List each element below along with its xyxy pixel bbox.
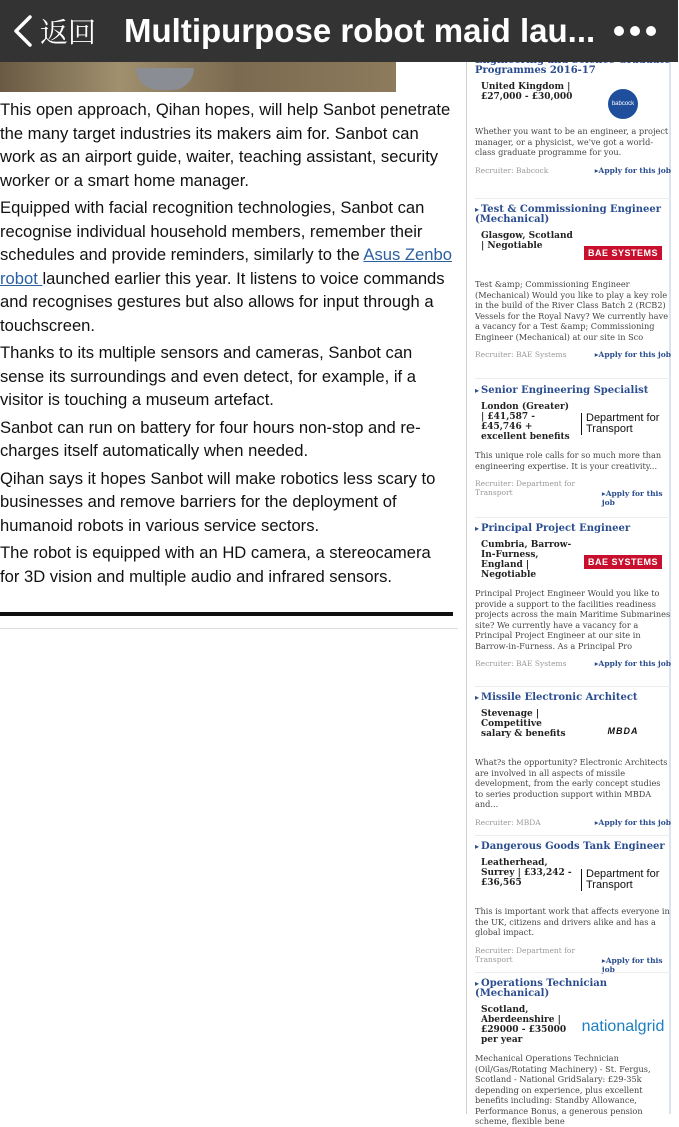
job-location-salary: United Kingdom | £27,000 - £30,000 — [481, 82, 573, 102]
job-title-link[interactable]: ▸ Operations Technician (Mechanical) — [475, 978, 608, 999]
job-listing — [475, 841, 671, 974]
job-location-salary: Leatherhead, Surrey | £33,242 - £36,565 — [481, 858, 572, 888]
article-paragraph: Equipped with facial recognition technologies, Sanbot can recognise individual household members, remember their schedules and provide reminders, similarly to the Asus Zenbo robot launched earlier this year. It listens to voice commands and recognises gestures but also allows for input through a touchscreen. — [0, 198, 452, 335]
article-image — [0, 62, 396, 92]
job-listing — [475, 385, 671, 507]
chevron-left-icon — [12, 14, 34, 48]
jobs-sidebar — [466, 62, 679, 1126]
article-paragraph: This open approach, Qihan hopes, will help Sanbot penetrate the many target industries its makers aim for. Sanbot can work as an airport guide, waiter, teaching assistant, security worker or a smart home manager. — [0, 100, 451, 190]
navigation-bar — [0, 0, 678, 62]
apply-link[interactable]: ▸ Apply for this job — [595, 350, 671, 359]
job-recruiter: Recruiter: BAE Systems — [475, 350, 567, 359]
article-paragraph: The robot is equipped with an HD camera, a stereocamera for 3D vision and multiple audio and infrared sensors. — [0, 543, 431, 586]
article-paragraph: Thanks to its multiple sensors and cameras, Sanbot can sense its surroundings and even detect, for example, if a visitor is touching a museum artefact. — [0, 343, 417, 409]
job-listing — [475, 204, 671, 359]
apply-link[interactable]: ▸ Apply for this job — [595, 818, 671, 827]
article-paragraph: Sanbot can run on battery for four hours non-stop and re-charges itself automatically when needed. — [0, 417, 421, 460]
caret-right-icon: ▸ — [475, 841, 480, 851]
job-description: Mechanical Operations Technician (Oil/Gas/Rotating Machinery) - St. Fergus, Scotland - National GridSalary: £29-35k depending on experience, plus excellent benefits including: Standby Allowance, Performance Bonus, a generous pension scheme, flexible bene — [475, 1053, 651, 1126]
caret-right-icon: ▸ — [475, 692, 480, 702]
company-logo: Department for Transport — [581, 858, 665, 902]
job-description: What?s the opportunity? Electronic Architects are involved in all aspects of missile development, from the early concept studies to series production support within MBDA and... — [475, 757, 668, 809]
asus-zenbo-link[interactable]: Asus Zenbo robot — [0, 245, 452, 288]
company-logo: Department for Transport — [581, 402, 665, 446]
job-recruiter: Recruiter: Department for Transport — [475, 945, 576, 964]
apply-link[interactable]: ▸ Apply for this job — [595, 166, 671, 175]
job-title-link[interactable]: ▸ Missile Electronic Architect — [475, 692, 638, 703]
job-location-salary: Scotland, Aberdeenshire | £29000 - £35000 per year — [481, 1005, 567, 1045]
job-title-link[interactable]: ▸ Dangerous Goods Tank Engineer — [475, 841, 665, 852]
job-recruiter: Recruiter: Babcock — [475, 165, 549, 175]
article-paragraph: Qihan says it hopes Sanbot will make robotics less scary to businesses and remove barriers for the deployment of humanoid robots in various service sectors. — [0, 468, 436, 535]
job-listing — [475, 523, 671, 668]
job-recruiter: Recruiter: Department for Transport — [475, 479, 576, 497]
job-title-link[interactable]: ▸ Senior Engineering Specialist — [475, 385, 649, 396]
page-title: Multipurpose robot maid lau... — [124, 12, 596, 49]
company-logo: BAE SYSTEMS — [581, 231, 665, 275]
job-location-salary: London (Greater) | £41,587 - £45,746 + excellent benefits — [481, 402, 570, 442]
company-logo: BAE SYSTEMS — [581, 540, 665, 584]
job-description: Whether you want to be an engineer, a project manager, or a physicist, we've got a world-class graduate programme for you. — [475, 126, 669, 157]
back-label: 返回 — [40, 16, 97, 49]
job-description: This is important work that affects everyone in the UK, citizens and drivers alike and has a global impact. — [475, 906, 670, 937]
job-location-salary: Stevenage | Competitive salary & benefits — [481, 709, 566, 739]
job-location-salary: Cumbria, Barrow-In-Furness, England | Negotiable — [481, 540, 572, 580]
company-logo: nationalgrid — [581, 1018, 665, 1035]
job-description: Test &amp; Commissioning Engineer (Mechanical) Would you like to play a key role in the build of the River Class Batch 2 (RCB2) Vessels for the Royal Navy? We currently have a vacancy for a Test &amp; Commissioning Engineer (Mechanical) at our site in Sco — [475, 279, 669, 342]
apply-link[interactable]: ▸ Apply for this job — [602, 956, 671, 974]
job-description: Principal Project Engineer Would you like to provide a support to the facilities readiness projects across the main Maritime Submarines site? We currently have a vacancy for a Principal Project Engineer at our site in Barrow-in-Furness. As a Principal Pro — [475, 588, 671, 651]
job-listing — [475, 978, 671, 1127]
more-options-button[interactable] — [614, 26, 656, 36]
caret-right-icon: ▸ — [475, 204, 480, 214]
more-horizontal-icon — [614, 26, 624, 36]
caret-right-icon: ▸ — [475, 385, 480, 395]
job-recruiter: Recruiter: MBDA — [475, 817, 541, 827]
divider — [0, 628, 458, 629]
job-title-link[interactable]: ▸ Principal Project Engineer — [475, 523, 631, 534]
job-recruiter: Recruiter: BAE Systems — [475, 659, 567, 668]
back-button[interactable] — [12, 0, 96, 62]
job-listing — [475, 692, 671, 827]
job-description: This unique role calls for so much more than engineering expertise. It is your creativity... — [475, 450, 662, 471]
company-logo: MBDA — [607, 726, 639, 736]
company-logo: babcock — [581, 82, 665, 126]
apply-link[interactable]: ▸ Apply for this job — [595, 659, 671, 668]
divider — [0, 612, 453, 616]
job-title-link[interactable]: Programmes 2016-17 — [475, 65, 596, 76]
job-location-salary: Glasgow, Scotland | Negotiable — [481, 231, 573, 251]
article-body — [0, 98, 452, 592]
caret-right-icon: ▸ — [475, 523, 480, 533]
apply-link[interactable]: ▸ Apply for this job — [602, 489, 671, 507]
caret-right-icon: ▸ — [475, 978, 480, 988]
job-listing — [475, 56, 671, 175]
job-title-link[interactable]: ▸ Test & Commissioning Engineer (Mechanical) — [475, 204, 661, 225]
